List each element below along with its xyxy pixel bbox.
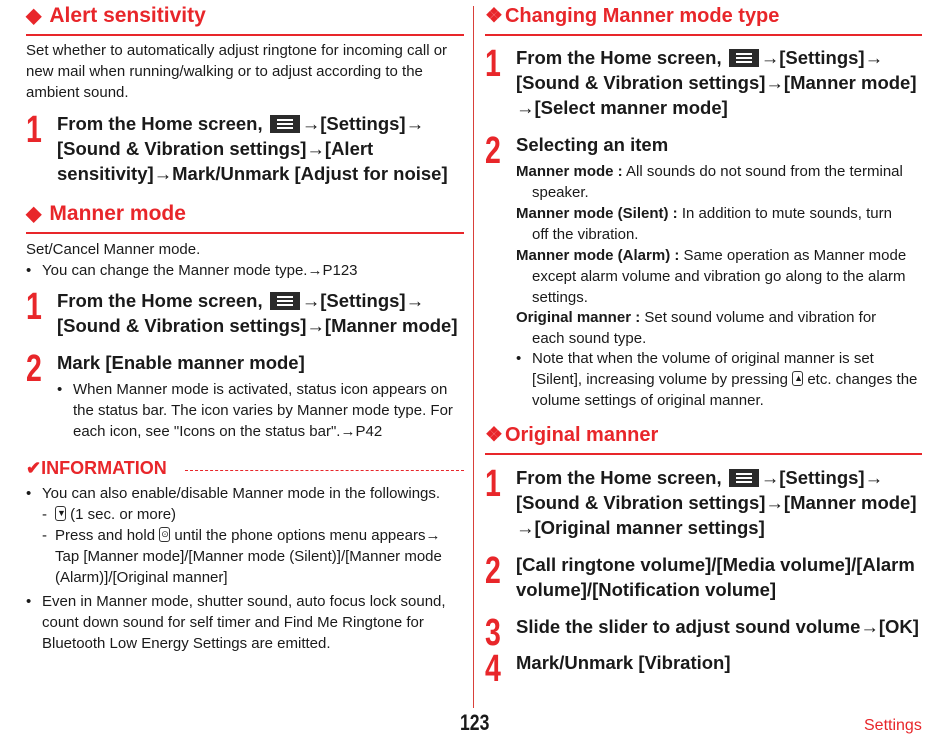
diamond-icon: ◆ xyxy=(26,203,42,225)
definition-manner-alarm: Manner mode (Alarm) : Same operation as Manner mode except alarm volume and vibration go along to the alarm settings. xyxy=(516,247,907,306)
original-manner-heading: ❖ Original manner xyxy=(485,424,659,446)
definition-original-manner: Original manner : Set sound volume and vibration for each sound type. xyxy=(516,309,877,347)
diamond-icon: ◆ xyxy=(26,5,42,27)
diamond-cluster-icon: ❖ xyxy=(485,5,503,27)
power-key-icon: ⊙ xyxy=(159,527,170,542)
step-number: 1 xyxy=(26,286,42,328)
heading-rule xyxy=(485,453,922,455)
original-step-4: 4 Mark/Unmark [Vibration] xyxy=(485,648,731,690)
step-number: 2 xyxy=(26,348,42,390)
manner-mode-heading: ◆ Manner mode xyxy=(26,202,186,225)
step-number: 1 xyxy=(485,43,501,85)
step-number: 4 xyxy=(485,648,501,690)
volume-down-key-icon: ▼ xyxy=(55,506,66,521)
changing-manner-mode-heading: ❖ Changing Manner mode type xyxy=(485,5,780,27)
information-heading: ✔INFORMATION xyxy=(26,458,167,478)
step-number: 1 xyxy=(485,463,501,505)
page-number: 123 xyxy=(460,710,490,735)
original-step-3: 3 Slide the slider to adjust sound volume→[OK] xyxy=(485,612,919,654)
menu-icon xyxy=(729,469,759,487)
information-rule xyxy=(185,470,464,471)
alert-sensitivity-description: Set whether to automatically adjust ringtone for incoming call or new mail when running/walking or to adjust according to the ambient sound. xyxy=(26,42,448,101)
diamond-cluster-icon: ❖ xyxy=(485,424,503,446)
heading-rule xyxy=(485,34,922,36)
menu-icon xyxy=(270,115,300,133)
menu-icon xyxy=(270,292,300,310)
original-step-2: 2 [Call ringtone volume]/[Media volume]/[Alarm volume]/[Notification volume] xyxy=(485,550,915,600)
definition-manner-silent: Manner mode (Silent) : In addition to mute sounds, turn off the vibration. xyxy=(516,205,892,243)
step-number: 1 xyxy=(26,109,42,151)
changing-step-2: 2 Selecting an item xyxy=(485,130,669,172)
step-number: 2 xyxy=(485,130,501,172)
column-divider xyxy=(473,6,474,708)
manner-step-2: 2 Mark [Enable manner mode] xyxy=(26,348,305,390)
menu-icon xyxy=(729,49,759,67)
step-number: 3 xyxy=(485,612,501,654)
volume-up-key-icon: ▲ xyxy=(792,371,803,386)
alert-sensitivity-heading: ◆ Alert sensitivity xyxy=(26,4,206,27)
definition-manner-mode: Manner mode : All sounds do not sound from the terminal speaker. xyxy=(516,163,903,201)
heading-rule xyxy=(26,34,464,36)
manner-step-1: 1 From the Home screen, →[Settings]→ [Sound & Vibration settings]→[Manner mode] xyxy=(26,286,458,336)
alert-step-1: 1 From the Home screen, →[Settings]→ [Sound & Vibration settings]→[Alert sensitivity]→Mark/Unmark [Adjust for noise] xyxy=(26,109,448,184)
step-number: 2 xyxy=(485,550,501,592)
section-label: Settings xyxy=(864,717,922,734)
heading-rule xyxy=(26,232,464,234)
changing-step-1: 1 From the Home screen, →[Settings]→ [Sound & Vibration settings]→[Manner mode] →[Select manner mode] xyxy=(485,43,917,118)
original-step-1: 1 From the Home screen, →[Settings]→ [Sound & Vibration settings]→[Manner mode] →[Original manner settings] xyxy=(485,463,917,538)
manner-mode-description: Set/Cancel Manner mode. xyxy=(26,241,201,258)
